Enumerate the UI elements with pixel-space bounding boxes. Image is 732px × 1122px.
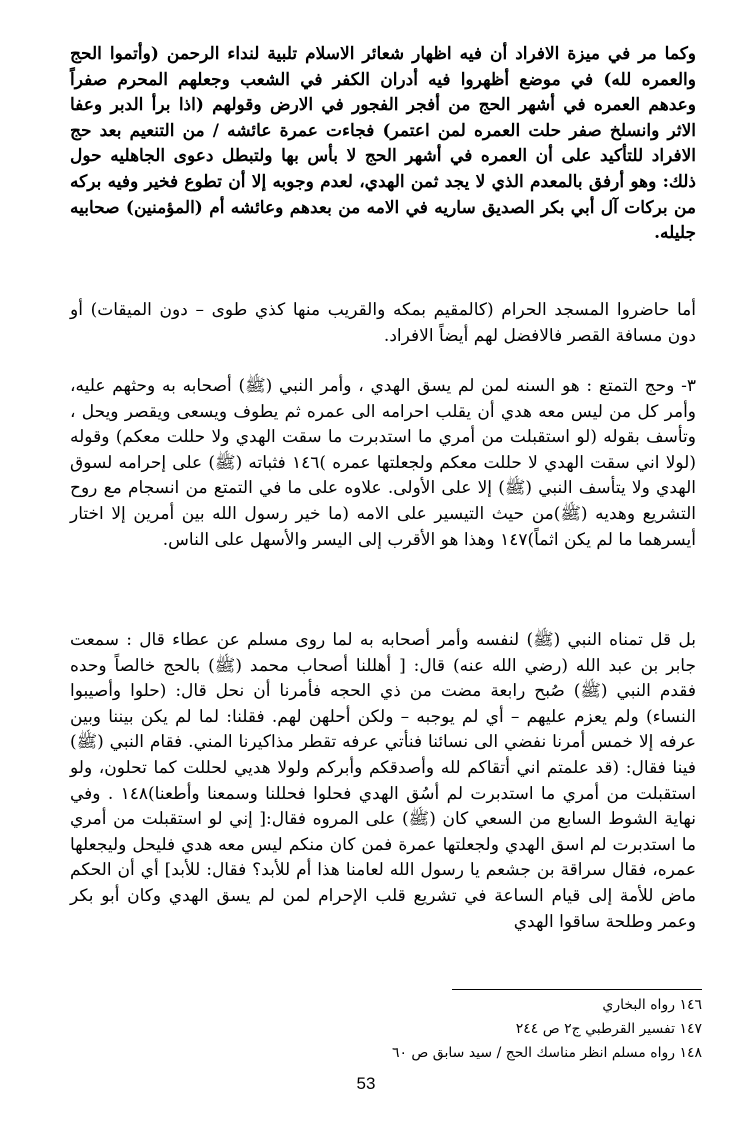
page-number: 53: [356, 1074, 376, 1093]
paragraph-ifrad-virtue: وكما مر في ميزة الافراد أن فيه اظهار شعائر الاسلام تلبية لنداء الرحمن (وأتموا الحج والعمره لله) في موضع أظهروا فيه أدران الكفر في الشعب وجعلهم المحرم صفراً وعدهم العمره في أشهر الحج من أفجر الفجور في الارض وقولهم (اذا برأ الدبر وعفا الاثر وانسلخ صفر حلت العمره لمن اعتمر) فجاءت عمرة عائشه / من التنعيم بعد حج الافراد للتأكيد على أن العمره في أشهر الحج لا بأس بها ولتبطل دعوى الجاهليه حول ذلك: وهو أرفق بالمعدم الذي لا يجد ثمن الهدي، لعدم وجوبه إلا أن تطوع فخير وفيه بركه من بركات آل أبي بكر الصديق ساريه في الامه من بعدهم وعائشه أم (المؤمنين) صحابيه جليله.: [70, 44, 696, 244]
footnote-divider: [452, 989, 702, 990]
footnotes-list: [282, 993, 702, 1065]
paragraph-jabir-hadith: بل قل تمناه النبي (ﷺ) لنفسه وأمر أصحابه به لما روى مسلم عن عطاء قال : سمعت جابر بن عبد الله (رضي الله عنه) قال: [ أهللنا أصحاب محمد (ﷺ) بالحج خالصاً وحده فقدم النبي (ﷺ) صُبح رابعة مضت من ذي الحجه فأمرنا أن نحل قال: (حلوا وأصيبوا النساء) ولم يعزم عليهم – أي لم يوجبه – ولكن أحلهن لهم. فقلنا: لما لم يكن بيننا وبين عرفه إلا خمس أمرنا نفضي الى نسائنا فنأتي عرفه تقطر مذاكيرنا المني. فقام النبي (ﷺ) فينا فقال: (قد علمتم اني أتقاكم لله وأصدقكم وأبركم ولولا هديي لحللت كما تحلون، ولو استقبلت من أمري ما استدبرت لم أسُق الهدي فحلوا فحللنا وسمعنا وأطعنا)١٤٨ . وفي نهاية الشوط السابع من السعي كان (ﷺ) على المروه فقال:[ إني لو استقبلت من أمري ما استدبرت لم اسق الهدي ولجعلتها عمرة فمن كان منكم ليس معه هدي فليحل وليجعلها عمره، فقال سراقة بن جشعم يا رسول الله لعامنا هذا أم للأبد؟ فقال: للأبد] أي أن الحكم ماض للأمة إلى قيام الساعة في تشريع قلب الإحرام لمن لم يسق الهدي وكان أبو بكر وعمر وطلحة ساقوا الهدي: [70, 630, 696, 932]
footnote-148: ١٤٨ رواه مسلم انظر مناسك الحج / سيد سابق ص ٦٠: [391, 1045, 702, 1061]
footnote-147: ١٤٧ تفسير القرطبي ج٢ ص ٢٤٤: [515, 1021, 702, 1037]
paragraph-masjid-haram-residents: أما حاضروا المسجد الحرام (كالمقيم بمكه والقريب منها كذي طوى – دون الميقات) أو دون مسافة القصر فالافضل لهم أيضاً الافراد.: [70, 300, 696, 346]
paragraph-hajj-tamattu: ٣- وحج التمتع : هو السنه لمن لم يسق الهدي ، وأمر النبي (ﷺ) أصحابه به وحثهم عليه، وأمر كل من ليس معه هدي أن يقلب احرامه الى عمره ثم يطوف ويسعى ويقصر ويحل ، وتأسف بقوله (لو استقبلت من أمري ما استدبرت ما سقت الهدي ولا حللت معكم) وقوله (لولا اني سقت الهدي لا حللت معكم ولجعلتها عمره )١٤٦ فثباته (ﷺ) على إحرامه لسوق الهدي ولا يتأسف النبي (ﷺ) إلا على الأولى. علاوه على ما في التمتع من انسجام مع روح التشريع وهديه (ﷺ)من حيث التيسير على الامه (ما خير رسول الله بين أمرين إلا اختار أيسرهما ما لم يكن اثماً)١٤٧ وهذا هو الأقرب إلى اليسر والأسهل على الناس.: [70, 376, 696, 550]
footnote-146: ١٤٦ رواه البخاري: [602, 997, 702, 1013]
